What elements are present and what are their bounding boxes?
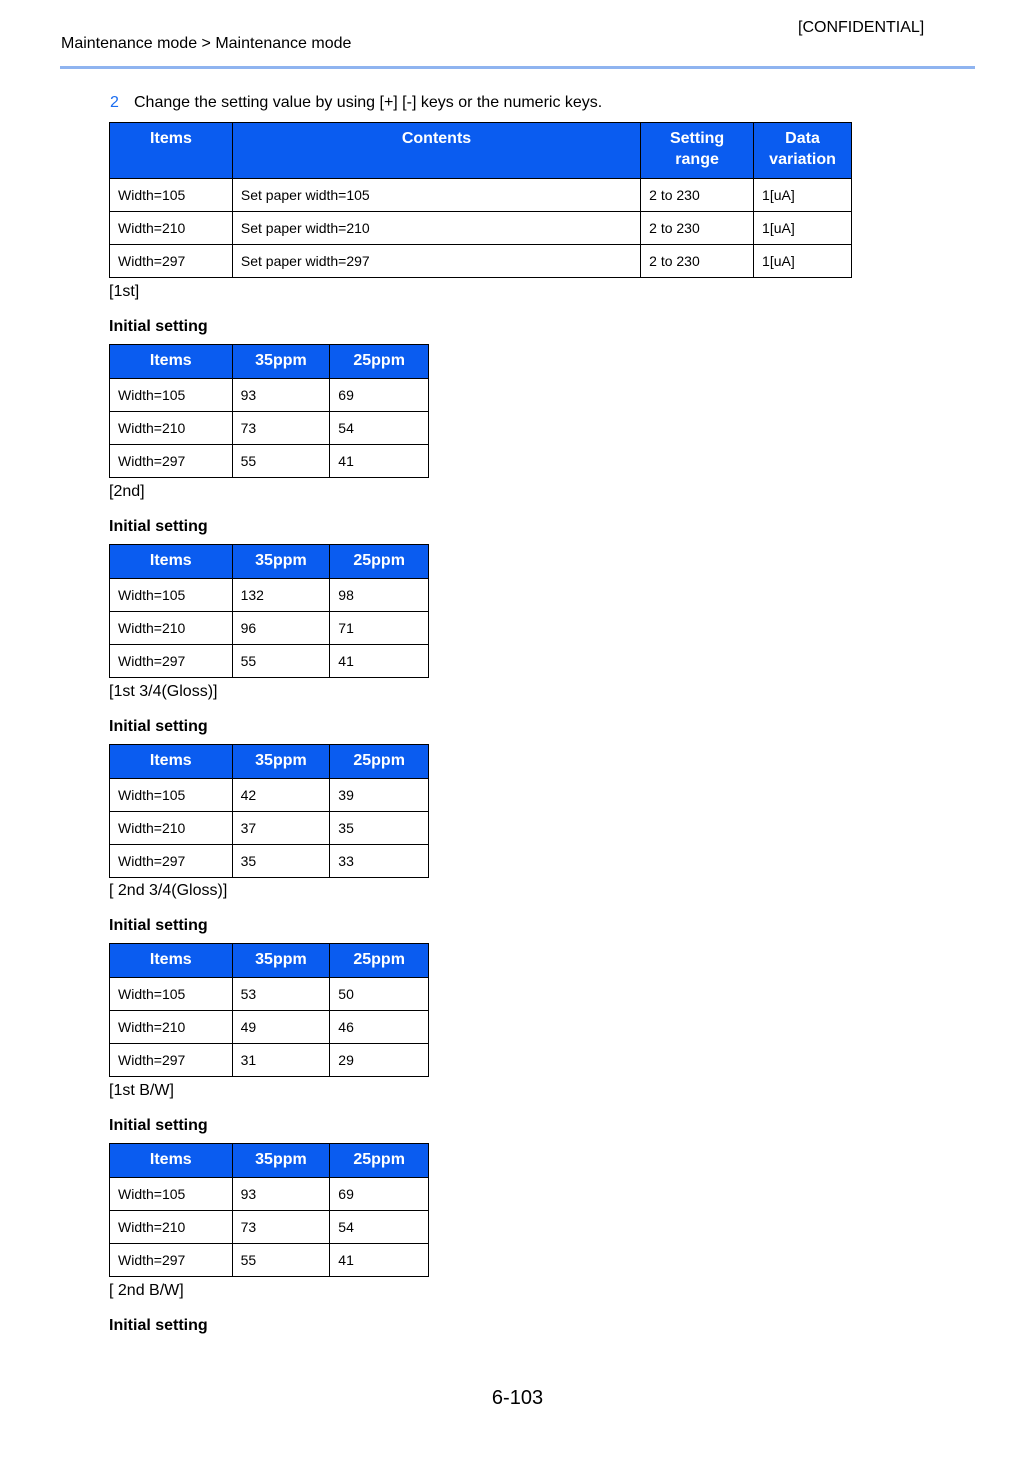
cell-25ppm: 35 (330, 812, 429, 845)
section-heading: Initial setting (109, 318, 208, 335)
table-row (110, 1011, 429, 1044)
header-divider (60, 66, 975, 69)
cell-35ppm: 55 (232, 645, 330, 678)
cell-item: Width=105 (110, 779, 233, 812)
cell-25ppm: 54 (330, 412, 429, 445)
cell-25ppm: 39 (330, 779, 429, 812)
cell-35ppm: 96 (232, 612, 330, 645)
cell-contents: Set paper width=105 (232, 179, 640, 212)
section-label: [1st 3/4(Gloss)] (109, 683, 218, 700)
breadcrumb: Maintenance mode > Maintenance mode (61, 35, 352, 52)
section-label: [ 2nd B/W] (109, 1282, 184, 1299)
cell-35ppm: 55 (232, 1244, 330, 1277)
column-header-setting-range: Setting range (641, 123, 754, 179)
cell-35ppm: 55 (232, 445, 330, 478)
section-label: [1st B/W] (109, 1082, 174, 1099)
table-row (110, 1044, 429, 1077)
cell-item: Width=210 (110, 1011, 233, 1044)
step-number: 2 (110, 94, 119, 111)
table-row (110, 445, 429, 478)
cell-35ppm: 93 (232, 1178, 330, 1211)
cell-25ppm: 71 (330, 612, 429, 645)
cell-item: Width=105 (110, 379, 233, 412)
cell-item: Width=297 (110, 645, 233, 678)
initial-setting-table (109, 344, 429, 478)
initial-setting-table (109, 744, 429, 878)
confidential-label: [CONFIDENTIAL] (798, 19, 925, 36)
cell-item: Width=210 (110, 212, 233, 245)
cell-data-variation: 1[uA] (754, 179, 852, 212)
table-header-row (110, 944, 429, 978)
table-row (110, 1244, 429, 1277)
cell-item: Width=105 (110, 978, 233, 1011)
section-2nd-bw (109, 1282, 208, 1343)
cell-35ppm: 53 (232, 978, 330, 1011)
column-header-25ppm: 25ppm (330, 1144, 429, 1178)
column-header-25ppm: 25ppm (330, 745, 429, 779)
column-header-items: Items (110, 545, 233, 579)
table-header-row (110, 123, 852, 179)
cell-item: Width=210 (110, 812, 233, 845)
cell-25ppm: 98 (330, 579, 429, 612)
section-1st (109, 283, 429, 478)
cell-item: Width=210 (110, 412, 233, 445)
cell-item: Width=210 (110, 612, 233, 645)
cell-setting-range: 2 to 230 (641, 212, 754, 245)
table-row (110, 845, 429, 878)
section-heading: Initial setting (109, 1317, 208, 1334)
column-header-35ppm: 35ppm (232, 745, 330, 779)
cell-item: Width=105 (110, 579, 233, 612)
column-header-items: Items (110, 345, 233, 379)
cell-item: Width=297 (110, 1044, 233, 1077)
table-row (110, 612, 429, 645)
cell-35ppm: 132 (232, 579, 330, 612)
cell-25ppm: 54 (330, 1211, 429, 1244)
cell-item: Width=297 (110, 845, 233, 878)
cell-contents: Set paper width=210 (232, 212, 640, 245)
table-row (110, 779, 429, 812)
initial-setting-table (109, 544, 429, 678)
column-header-25ppm: 25ppm (330, 545, 429, 579)
initial-setting-table (109, 943, 429, 1077)
table-row (110, 245, 852, 278)
column-header-items: Items (110, 123, 233, 179)
cell-25ppm: 41 (330, 645, 429, 678)
cell-25ppm: 33 (330, 845, 429, 878)
cell-25ppm: 69 (330, 1178, 429, 1211)
column-header-items: Items (110, 944, 233, 978)
cell-item: Width=297 (110, 445, 233, 478)
cell-item: Width=105 (110, 1178, 233, 1211)
step-text: Change the setting value by using [+] [-] keys or the numeric keys. (134, 94, 603, 111)
section-heading: Initial setting (109, 1117, 208, 1134)
cell-25ppm: 46 (330, 1011, 429, 1044)
cell-35ppm: 73 (232, 412, 330, 445)
cell-35ppm: 73 (232, 1211, 330, 1244)
table-header-row (110, 1144, 429, 1178)
table-header-row (110, 345, 429, 379)
cell-contents: Set paper width=297 (232, 245, 640, 278)
cell-35ppm: 31 (232, 1044, 330, 1077)
cell-item: Width=297 (110, 1244, 233, 1277)
section-heading: Initial setting (109, 718, 208, 735)
table-row (110, 212, 852, 245)
table-row (110, 812, 429, 845)
table-row (110, 1211, 429, 1244)
table-header-row (110, 745, 429, 779)
section-2nd (109, 483, 429, 678)
section-label: [ 2nd 3/4(Gloss)] (109, 882, 228, 899)
page-number: 6-103 (491, 1387, 544, 1409)
cell-item: Width=210 (110, 1211, 233, 1244)
table-row (110, 978, 429, 1011)
cell-35ppm: 42 (232, 779, 330, 812)
section-label: [1st] (109, 283, 140, 300)
initial-setting-table (109, 1143, 429, 1277)
cell-25ppm: 69 (330, 379, 429, 412)
cell-25ppm: 50 (330, 978, 429, 1011)
column-header-items: Items (110, 745, 233, 779)
table-row (110, 379, 429, 412)
cell-35ppm: 93 (232, 379, 330, 412)
cell-data-variation: 1[uA] (754, 212, 852, 245)
table-row (110, 412, 429, 445)
column-header-items: Items (110, 1144, 233, 1178)
column-header-35ppm: 35ppm (232, 545, 330, 579)
column-header-35ppm: 35ppm (232, 345, 330, 379)
cell-35ppm: 49 (232, 1011, 330, 1044)
section-2nd-gloss (109, 882, 429, 1077)
column-header-25ppm: 25ppm (330, 345, 429, 379)
section-label: [2nd] (109, 483, 145, 500)
section-heading: Initial setting (109, 518, 208, 535)
main-settings-table (109, 122, 852, 278)
cell-item: Width=297 (110, 245, 233, 278)
cell-data-variation: 1[uA] (754, 245, 852, 278)
table-row (110, 579, 429, 612)
cell-35ppm: 35 (232, 845, 330, 878)
table-row (110, 1178, 429, 1211)
section-heading: Initial setting (109, 917, 208, 934)
table-header-row (110, 545, 429, 579)
cell-35ppm: 37 (232, 812, 330, 845)
section-1st-gloss (109, 683, 429, 878)
cell-item: Width=105 (110, 179, 233, 212)
column-header-35ppm: 35ppm (232, 944, 330, 978)
cell-25ppm: 41 (330, 445, 429, 478)
column-header-35ppm: 35ppm (232, 1144, 330, 1178)
column-header-contents: Contents (232, 123, 640, 179)
cell-setting-range: 2 to 230 (641, 179, 754, 212)
column-header-25ppm: 25ppm (330, 944, 429, 978)
table-row (110, 645, 429, 678)
cell-25ppm: 41 (330, 1244, 429, 1277)
cell-setting-range: 2 to 230 (641, 245, 754, 278)
cell-25ppm: 29 (330, 1044, 429, 1077)
column-header-data-variation: Data variation (754, 123, 852, 179)
table-row (110, 179, 852, 212)
section-1st-bw (109, 1082, 429, 1277)
step-instruction (110, 94, 602, 112)
